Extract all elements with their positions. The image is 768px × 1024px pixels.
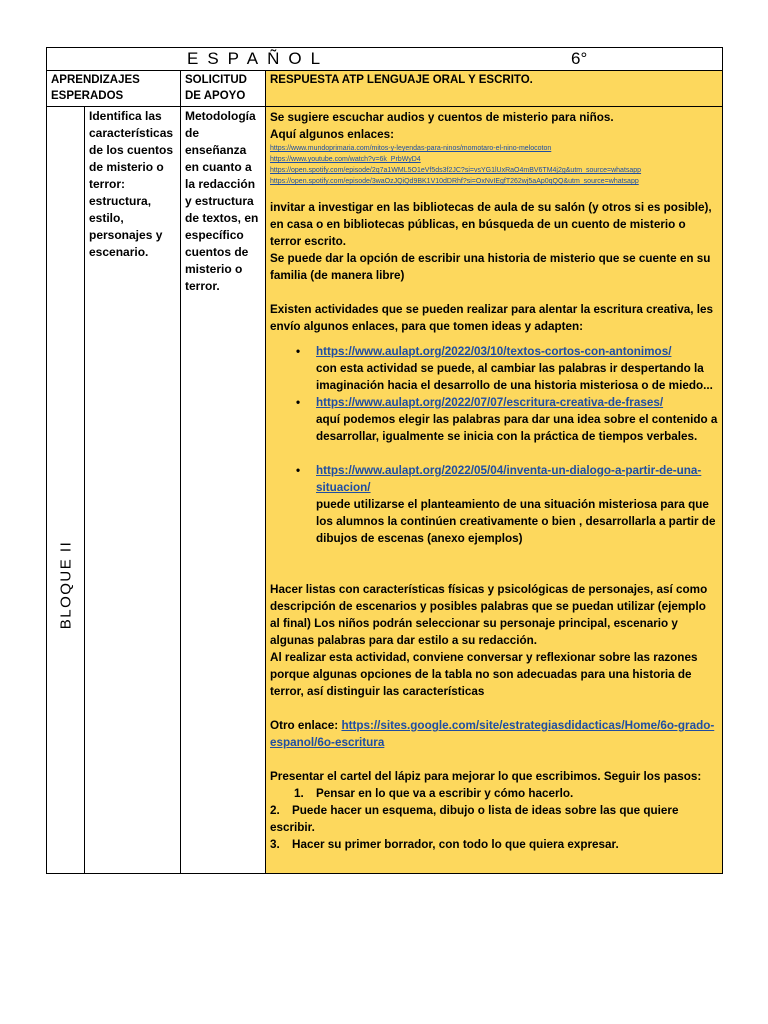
steps-list [270,785,718,853]
subject-title: ESPAÑOL [187,49,330,68]
para-actividades: Existen actividades que se pueden realizar para alentar la escritura creativa, les envío algunos enlaces, para que tomen ideas y adapten: [270,303,714,333]
step-number: 3. [270,838,280,851]
activity-text-1: con esta actividad se puede, al cambiar las palabras ir despertando la imaginación hacia el desarrollo de una historia misteriosa o de miedo... [316,362,713,392]
bloque-cell [47,107,85,874]
audio-link-3[interactable]: https://open.spotify.com/episode/2q7a1WML5O1eVf5ds3f2JC?si=vsYG1lUxRaO4mBV6TM4j2g&utm_source=whatsapp [270,167,642,174]
list-item [270,836,718,853]
intro-line-1: Se sugiere escuchar audios y cuentos de misterio para niños. [270,111,614,124]
para-realizar: Al realizar esta actividad, conviene conversar y reflexionar sobre las razones porque algunas opciones de la tabla no son adecuadas para una historia de terror, así distinguir las características [270,651,698,698]
otro-enlace-link[interactable]: https://sites.google.com/site/estrategiasdidacticas/Home/6o-grado-espanol/6o-escritura [270,719,715,749]
lesson-plan-table [46,47,723,874]
otro-enlace [270,717,718,751]
list-item [296,394,718,445]
step-text: Puede hacer un esquema, dibujo o lista de ideas sobre las que quiere escribir. [270,804,679,834]
activity-text-2: aquí podemos elegir las palabras para dar una idea sobre el contenido a desarrollar, igualmente se inicia con la práctica de tiempos verbales. [316,413,718,443]
intro-line-2: Aquí algunos enlaces: [270,128,395,141]
para-listas: Hacer listas con características físicas y psicológicas de personajes, así como descripción de escenarios y posibles palabras que se puedan utilizar (ejemplo al final) Los niños podrán seleccionar su personaje principal, escenario y algunas palabras para dar estilo a su redacción. [270,583,708,647]
step-number: 1. [294,787,304,800]
activity-link-3[interactable]: https://www.aulapt.org/2022/05/04/inventa-un-dialogo-a-partir-de-una-situacion/ [316,464,702,494]
activity-link-1[interactable]: https://www.aulapt.org/2022/03/10/textos-cortos-con-antonimos/ [316,345,672,358]
list-item [270,802,718,836]
content-row [47,107,723,874]
bloque-label: BLOQUE II [57,540,74,630]
activity-text-3: puede utilizarse el planteamiento de una situación misteriosa para que los alumnos la continúen creativamente o bien , desarrollarla a partir de dibujos de escenas (anexo ejemplos) [316,498,716,545]
list-item [270,785,718,802]
aprendizaje-text: Identifica las características de los cuentos de misterio o terror: estructura, estilo, personajes y escenario. [85,107,181,874]
header-row [47,71,723,107]
bullet-icon: • [296,345,301,358]
bullet-icon: • [296,396,301,409]
step-text: Pensar en lo que va a escribir y cómo hacerlo. [316,787,574,800]
header-solicitud: SOLICITUD DE APOYO [181,71,266,107]
solicitud-text: Metodología de enseñanza en cuanto a la redacción y estructura de textos, en específico cuentos de misterio o terror. [181,107,266,874]
header-aprendizajes: APRENDIZAJES ESPERADOS [47,71,181,107]
para-cartel: Presentar el cartel del lápiz para mejorar lo que escribimos. Seguir los pasos: [270,770,702,783]
respuesta-cell [266,107,723,874]
activities-list [270,343,718,547]
list-item [296,343,718,394]
audio-link-2[interactable]: https://www.youtube.com/watch?v=6k_PrbWyD4 [270,156,421,163]
bullet-icon: • [296,464,301,477]
header-respuesta: RESPUESTA ATP LENGUAJE ORAL Y ESCRITO. [266,71,723,107]
para-opcion: Se puede dar la opción de escribir una historia de misterio que se cuente en su familia (de manera libre) [270,252,711,282]
grade-label: 6° [571,49,588,68]
activity-link-2[interactable]: https://www.aulapt.org/2022/07/07/escritura-creativa-de-frases/ [316,396,664,409]
para-invitar: invitar a investigar en las bibliotecas de aula de su salón (y otros si es posible), en casa o en bibliotecas públicas, en búsqueda de un cuento de misterio o terror escrito. [270,201,712,248]
audio-link-4[interactable]: https://open.spotify.com/episode/3waOzJQiQd9BK1V10dDRhf?si=OxNvIEgfT262wj5aAp0qQQ&utm_source=whatsapp [270,178,639,185]
otro-enlace-label: Otro enlace: [270,719,342,732]
list-item [296,462,718,547]
step-number: 2. [270,804,280,817]
title-row [47,48,723,71]
audio-link-1[interactable]: https://www.mundoprimaria.com/mitos-y-leyendas-para-ninos/momotaro-el-nino-melocoton [270,145,552,152]
step-text: Hacer su primer borrador, con todo lo que quiera expresar. [292,838,619,851]
